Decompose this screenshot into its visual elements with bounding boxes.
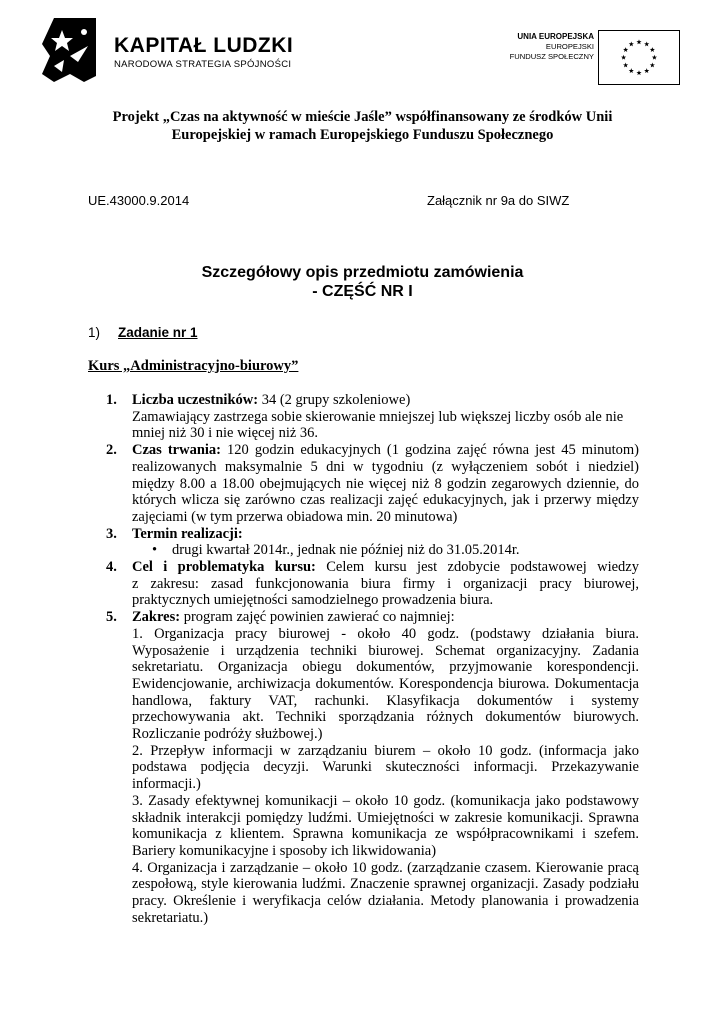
item-heading: Czas trwania: bbox=[132, 442, 221, 459]
scope-line: handlowa, faktury VAT, rachunki. Klasyfikacja dokumentów i systemy bbox=[132, 692, 639, 709]
eu-line-1: UNIA EUROPEJSKA bbox=[517, 32, 594, 41]
intro-line-1: Projekt „Czas na aktywność w mieście Jaśle” współfinansowany ze środków Unii bbox=[112, 109, 613, 125]
eu-star-icon bbox=[623, 47, 628, 52]
item-line: których wlicza się zarówno czas realizacji zajęć edukacyjnych, jak i przerwy między bbox=[132, 492, 639, 509]
scope-line: 4. Organizacja i zarządzanie – około 10 godz. (zarządzanie czasem. Kierowanie pracą bbox=[132, 859, 639, 876]
item-line bbox=[132, 609, 639, 626]
item-line: mniej niż 30 i nie więcej niż 36. bbox=[132, 425, 319, 442]
item-line: z zakresu: zasad funkcjonowania biura firmy i organizacji pracy biurowej, bbox=[132, 575, 639, 592]
item-heading: Liczba uczestników: bbox=[132, 392, 259, 408]
item-text: program zajęć powinien zawierać co najmniej: bbox=[180, 609, 455, 626]
item-number: 4. bbox=[106, 559, 117, 576]
item-number: 1. bbox=[106, 392, 117, 408]
task-number: 1) bbox=[88, 325, 101, 340]
item-line: między 8.00 a 18.00 obejmujących nie więcej niż 8 godzin zegarowych dziennie, do bbox=[132, 475, 639, 492]
eu-line-3: FUNDUSZ SPOŁECZNY bbox=[509, 52, 594, 61]
eu-star-icon bbox=[629, 41, 634, 46]
requirements-list bbox=[106, 392, 639, 927]
eu-flag-icon bbox=[598, 30, 680, 85]
page-header bbox=[40, 16, 680, 86]
scope-line: 3. Zasady efektywnej komunikacji – około 10 godz. (komunikacja jako podstawowy bbox=[132, 792, 639, 809]
list-item bbox=[106, 609, 639, 926]
scope-line: przechowywania akt. Techniki sporządzania różnych dokumentów biurowych. bbox=[132, 709, 639, 726]
scope-line: sekretariatu.) bbox=[132, 909, 209, 926]
scope-line: 1. Organizacja pracy biurowej - około 40 godz. (podstawy działania biura. bbox=[132, 625, 639, 642]
scope-line: 2. Przepływ informacji w zarządzaniu biurem – około 10 godz. (informacja jako bbox=[132, 742, 639, 759]
list-item bbox=[106, 392, 639, 442]
course-title: Kurs „Administracyjno-biurowy” bbox=[88, 358, 299, 374]
scope-line: zespołową, style kierowania ludźmi. Znaczenie sprawnej organizacji. Zasady podziału bbox=[132, 876, 639, 893]
item-number: 2. bbox=[106, 442, 117, 459]
item-text: Celem kursu jest zdobycie podstawowej wiedzy bbox=[315, 559, 639, 576]
scope-line: Ewidencjowanie, archiwizacja dokumentów. Korespondencja biurowa. Dokumentacja bbox=[132, 675, 639, 692]
eu-star-icon bbox=[623, 63, 628, 68]
item-text: 120 godzin edukacyjnych (1 godzina zajęć równa jest 45 minutom) bbox=[221, 442, 639, 459]
title-line-2: - CZĘŚĆ NR I bbox=[312, 283, 413, 300]
case-number: UE.43000.9.2014 bbox=[88, 193, 190, 208]
item-heading: Cel i problematyka kursu: bbox=[132, 559, 316, 576]
scope-line: składnik interakcji pomiędzy ludźmi. Umiejętności w zakresie komunikacji. Sprawna bbox=[132, 809, 639, 826]
scope-line: informacji.) bbox=[132, 776, 201, 793]
eu-star-icon bbox=[636, 39, 641, 44]
list-item bbox=[106, 559, 639, 609]
bullet-text: drugi kwartał 2014r., jednak nie później niż do 31.05.2014r. bbox=[172, 542, 520, 559]
attachment-label: Załącznik nr 9a do SIWZ bbox=[427, 193, 570, 208]
item-line: realizowanych maksymalnie 5 dni w tygodniu (z wyłączeniem sobót i niedziel) bbox=[132, 458, 639, 475]
item-line: praktycznych umiejętności samodzielnego prowadzenia biura. bbox=[132, 592, 494, 609]
list-item bbox=[106, 442, 639, 526]
page-title bbox=[100, 263, 625, 301]
item-heading: Zakres: bbox=[132, 609, 181, 626]
scope-line: podstawa podjęcia decyzji. Warunki skuteczności informacji. Przekazywanie bbox=[132, 759, 639, 776]
item-number: 5. bbox=[106, 609, 117, 626]
eu-star-icon bbox=[652, 55, 657, 60]
eu-logo bbox=[492, 30, 680, 88]
project-intro bbox=[100, 108, 625, 144]
task-label: Zadanie nr 1 bbox=[118, 325, 198, 340]
eu-line-2: EUROPEJSKI bbox=[545, 42, 594, 51]
scope-line: Rozliczanie podróży służbowej.) bbox=[132, 726, 323, 743]
scope-line: pracy. Określenie i weryfikacja celów działania. Metody planowania i prowadzenia bbox=[132, 893, 639, 910]
item-line bbox=[132, 442, 639, 459]
eu-star-icon bbox=[650, 63, 655, 68]
eu-star-icon bbox=[644, 68, 649, 73]
item-text: 34 (2 grupy szkoleniowe) bbox=[258, 392, 411, 408]
item-line: zajęciami (w tym przerwa obiadowa min. 20 minutowa) bbox=[132, 508, 458, 525]
item-line bbox=[132, 526, 639, 543]
scope-line: Wyposażenie i urządzenia techniki biurowej. Schemat organizacyjny. Zadania bbox=[132, 642, 639, 659]
eu-star-icon bbox=[636, 70, 641, 75]
program-name: KAPITAŁ LUDZKI bbox=[114, 34, 294, 57]
scope-line: komunikacja z klientem. Sprawna komunikacja ze współpracownikami i szefem. bbox=[132, 826, 639, 843]
intro-line-2: Europejskiej w ramach Europejskiego Funduszu Społecznego bbox=[171, 127, 554, 143]
eu-star-icon bbox=[644, 41, 649, 46]
item-line bbox=[132, 559, 639, 576]
program-tagline: NARODOWA STRATEGIA SPÓJNOŚCI bbox=[114, 59, 292, 70]
eu-logo-text bbox=[510, 32, 594, 62]
item-number: 3. bbox=[106, 525, 117, 542]
kapital-ludzki-emblem-icon bbox=[40, 16, 98, 84]
bullet-dot-icon: • bbox=[152, 542, 158, 559]
bullet-item bbox=[132, 542, 639, 559]
item-heading: Termin realizacji: bbox=[132, 525, 243, 542]
scope-line: Bariery komunikacyjne i sposoby ich likwidowania) bbox=[132, 842, 437, 859]
eu-star-icon bbox=[621, 55, 626, 60]
eu-star-icon bbox=[629, 68, 634, 73]
title-line-1: Szczegółowy opis przedmiotu zamówienia bbox=[201, 264, 524, 281]
scope-line: sekretariatu. Organizacja obiegu dokumentów, przyjmowanie korespondencji. bbox=[132, 659, 639, 676]
list-item bbox=[106, 525, 639, 559]
item-line: Zamawiający zastrzega sobie skierowanie mniejszej lub większej liczby osób ale nie bbox=[132, 408, 624, 425]
eu-star-icon bbox=[650, 47, 655, 52]
item-line bbox=[132, 392, 639, 409]
